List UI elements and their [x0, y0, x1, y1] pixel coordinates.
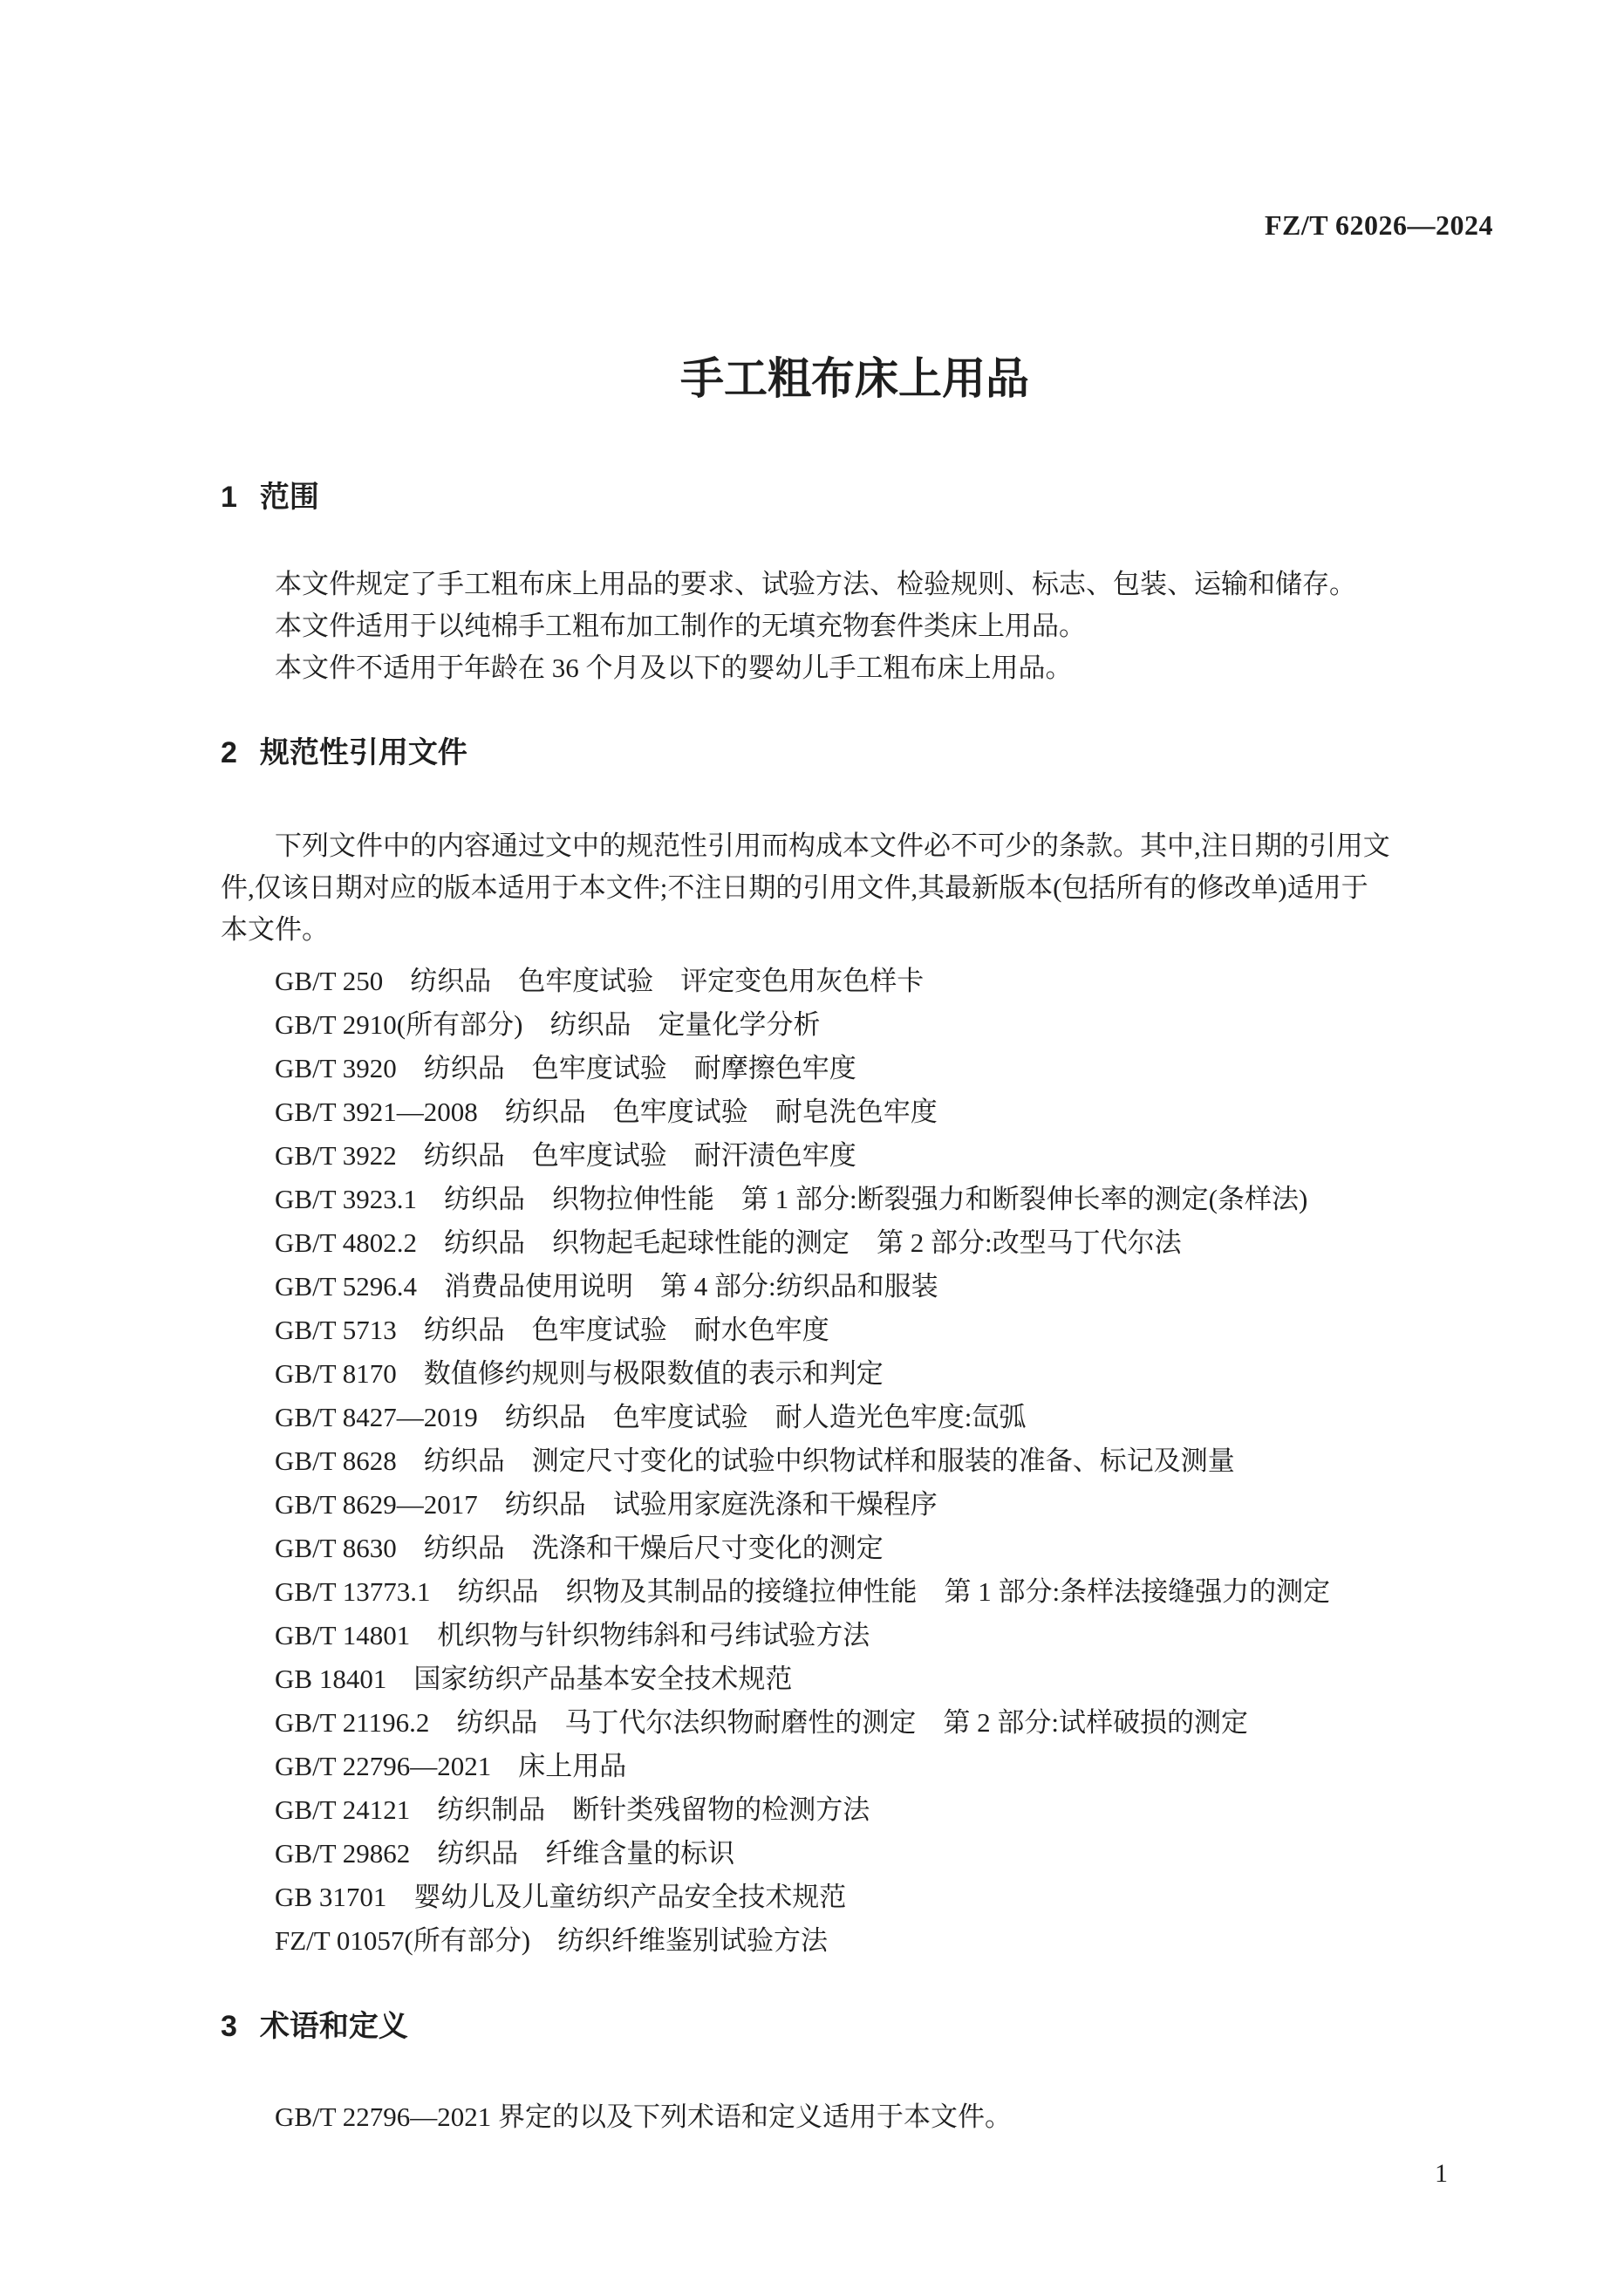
- paragraph-line: 件,仅该日期对应的版本适用于本文件;不注日期的引用文件,其最新版本(包括所有的修改单)适用于: [221, 872, 1368, 903]
- paragraph-line: 本文件规定了手工粗布床上用品的要求、试验方法、检验规则、标志、包装、运输和储存。: [275, 569, 1356, 599]
- reference-item: GB/T 14801 机织物与针织物纬斜和弓纬试验方法: [275, 1620, 870, 1650]
- reference-item: GB 31701 婴幼儿及儿童纺织产品安全技术规范: [275, 1882, 847, 1912]
- reference-item: GB/T 21196.2 纺织品 马丁代尔法织物耐磨性的测定 第 2 部分:试样破损的测定: [275, 1707, 1249, 1738]
- reference-item: GB 18401 国家纺织产品基本安全技术规范: [275, 1664, 793, 1694]
- normative-intro-paragraph: [221, 825, 1390, 951]
- paragraph-line: 下列文件中的内容通过文中的规范性引用而构成本文件必不可少的条款。其中,注日期的引用文: [275, 830, 1390, 861]
- doc-number: FZ/T 62026—2024: [1264, 209, 1493, 241]
- section-heading-scope: [221, 481, 319, 514]
- reference-item: GB/T 3922 纺织品 色牢度试验 耐汗渍色牢度: [275, 1140, 856, 1171]
- reference-item: GB/T 8427—2019 纺织品 色牢度试验 耐人造光色牢度:氙弧: [275, 1402, 1027, 1432]
- reference-item: GB/T 5296.4 消费品使用说明 第 4 部分:纺织品和服装: [275, 1271, 938, 1302]
- normative-references-list: [221, 960, 1330, 1963]
- section-label: 规范性引用文件: [259, 736, 467, 769]
- reference-item: FZ/T 01057(所有部分) 纺织纤维鉴别试验方法: [275, 1925, 829, 1956]
- section-number: 3: [221, 2010, 237, 2043]
- reference-item: GB/T 3921—2008 纺织品 色牢度试验 耐皂洗色牢度: [275, 1097, 938, 1127]
- reference-item: GB/T 3920 纺织品 色牢度试验 耐摩擦色牢度: [275, 1053, 856, 1083]
- reference-item: GB/T 22796—2021 床上用品: [275, 1751, 627, 1781]
- reference-item: GB/T 3923.1 纺织品 织物拉伸性能 第 1 部分:断裂强力和断裂伸长率的测定(条样法): [275, 1184, 1308, 1214]
- reference-item: GB/T 2910(所有部分) 纺织品 定量化学分析: [275, 1009, 821, 1040]
- section-label: 术语和定义: [259, 2010, 408, 2043]
- paragraph-line: 本文件适用于以纯棉手工粗布加工制作的无填充物套件类床上用品。: [275, 611, 1086, 641]
- paragraph-line: 本文件。: [221, 914, 329, 945]
- reference-item: GB/T 29862 纺织品 纤维含量的标识: [275, 1838, 735, 1869]
- reference-item: GB/T 13773.1 纺织品 织物及其制品的接缝拉伸性能 第 1 部分:条样法接缝强力的测定: [275, 1576, 1331, 1607]
- section-label: 范围: [259, 481, 319, 514]
- terms-paragraph: [221, 2096, 1012, 2138]
- paragraph-line: GB/T 22796—2021 界定的以及下列术语和定义适用于本文件。: [275, 2101, 1013, 2132]
- section-heading-terms-definitions: [221, 2010, 408, 2043]
- section-number: 1: [221, 481, 237, 514]
- reference-item: GB/T 250 纺织品 色牢度试验 评定变色用灰色样卡: [275, 966, 925, 996]
- scope-paragraphs: [221, 564, 1356, 689]
- reference-item: GB/T 8629—2017 纺织品 试验用家庭洗涤和干燥程序: [275, 1489, 938, 1520]
- reference-item: GB/T 8630 纺织品 洗涤和干燥后尺寸变化的测定: [275, 1533, 884, 1563]
- page-number: 1: [1435, 2159, 1448, 2188]
- section-number: 2: [221, 736, 237, 769]
- reference-item: GB/T 24121 纺织制品 断针类残留物的检测方法: [275, 1794, 870, 1825]
- reference-item: GB/T 5713 纺织品 色牢度试验 耐水色牢度: [275, 1315, 829, 1345]
- section-heading-normative-references: [221, 736, 467, 769]
- reference-item: GB/T 8170 数值修约规则与极限数值的表示和判定: [275, 1358, 884, 1389]
- document-title: 手工粗布床上用品: [680, 354, 1029, 403]
- paragraph-line: 本文件不适用于年龄在 36 个月及以下的婴幼儿手工粗布床上用品。: [275, 653, 1073, 683]
- reference-item: GB/T 8628 纺织品 测定尺寸变化的试验中织物试样和服装的准备、标记及测量: [275, 1445, 1235, 1476]
- reference-item: GB/T 4802.2 纺织品 织物起毛起球性能的测定 第 2 部分:改型马丁代尔法: [275, 1227, 1182, 1258]
